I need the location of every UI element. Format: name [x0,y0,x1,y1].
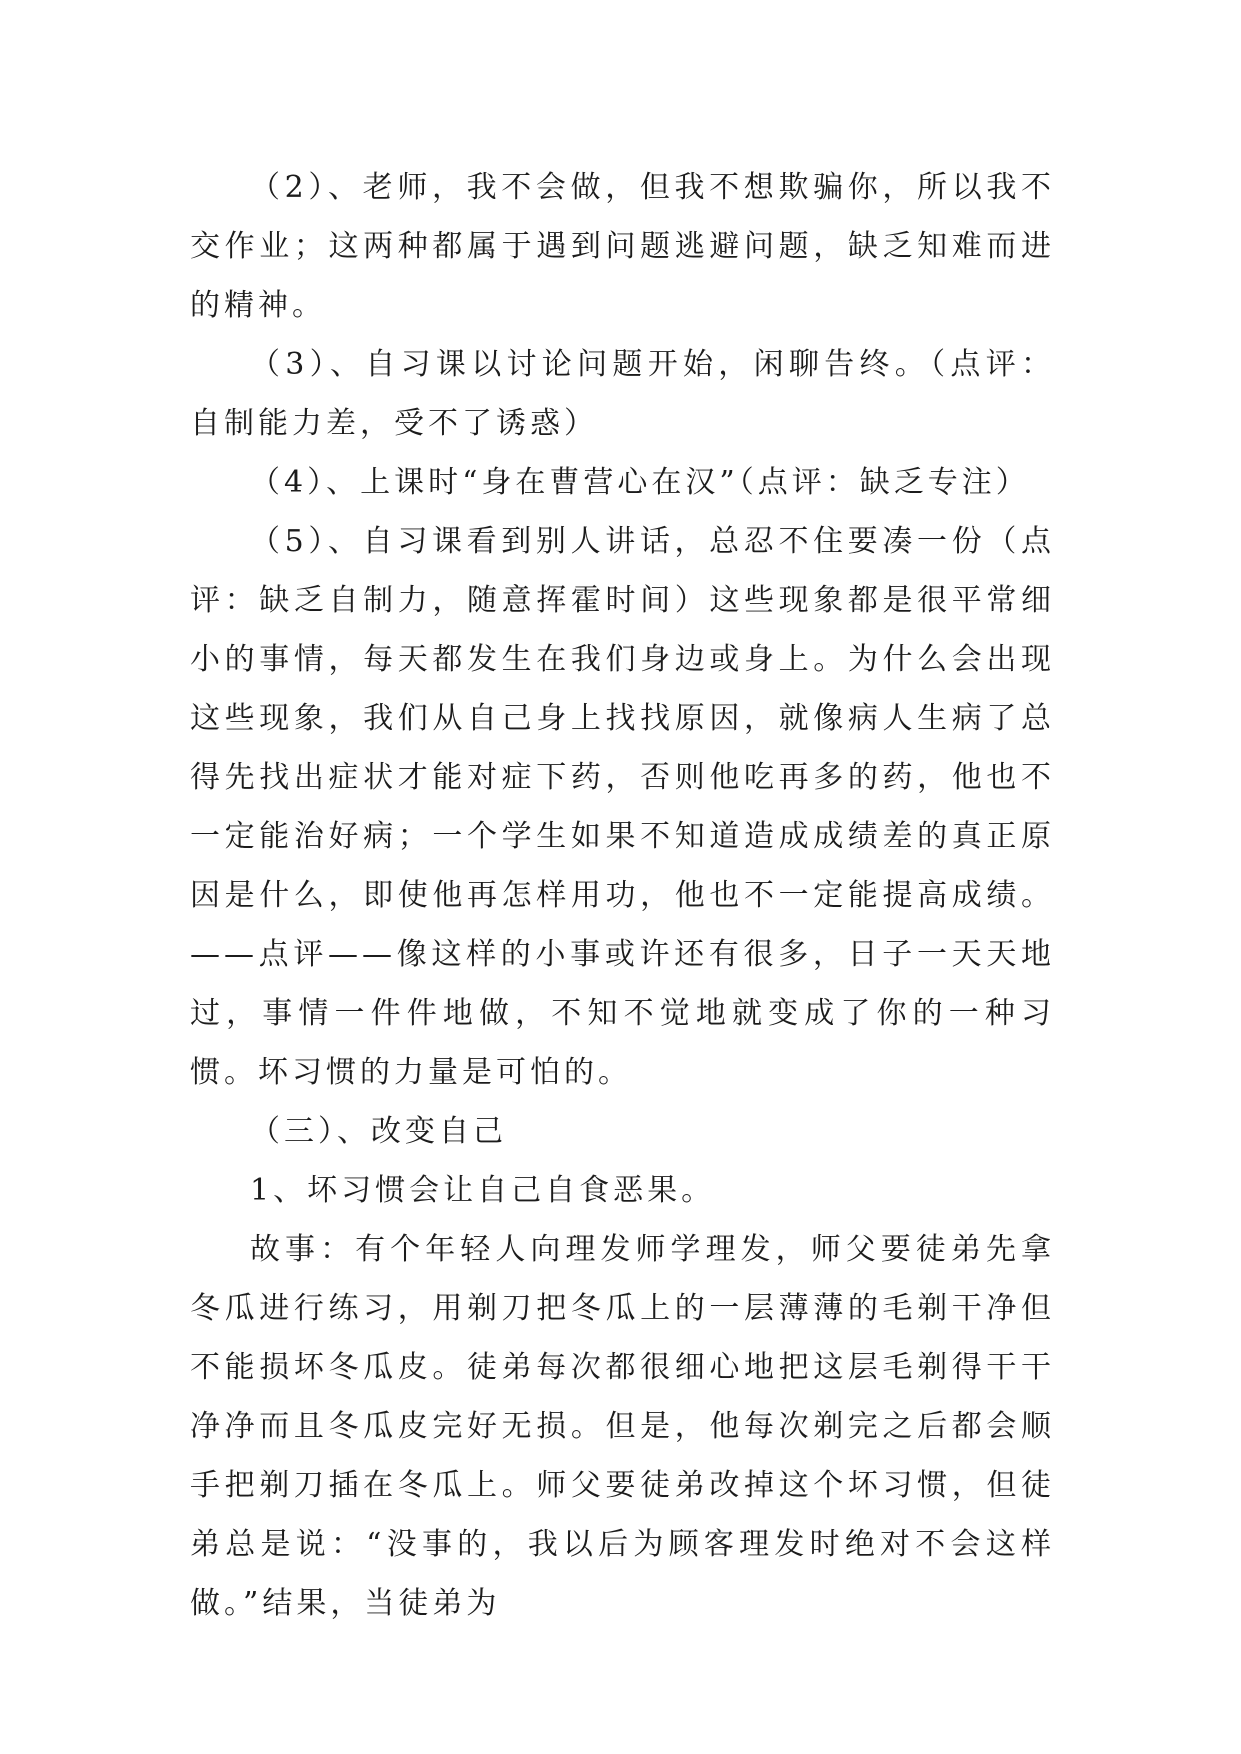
paragraph-item-5: （5）、自习课看到别人讲话，总忍不住要凑一份（点评：缺乏自制力，随意挥霍时间）这些现象都是很平常细小的事情，每天都发生在我们身边或身上。为什么会出现这些现象，我们从自己身上找找原因，就像病人生病了总得先找出症状才能对症下药，否则他吃再多的药，他也不一定能治好病；一个学生如果不知道造成成绩差的真正原因是什么，即使他再怎样用功，他也不一定能提高成绩。——点评——像这样的小事或许还有很多，日子一天天地过，事情一件件地做，不知不觉地就变成了你的一种习惯。坏习惯的力量是可怕的。 [190,524,1055,1090]
paragraph-item-3: （3）、自习课以讨论问题开始，闲聊告终。（点评：自制能力差，受不了诱惑） [190,347,1055,441]
paragraph-item-2: （2）、老师，我不会做，但我不想欺骗你，所以我不交作业；这两种都属于遇到问题逃避问题，缺乏知难而进的精神。 [190,170,1055,323]
subheading-bad-habits: 1、坏习惯会让自己自食恶果。 [250,1173,716,1208]
story-paragraph: 故事：有个年轻人向理发师学理发，师父要徒弟先拿冬瓜进行练习，用剃刀把冬瓜上的一层薄薄的毛剃干净但不能损坏冬瓜皮。徒弟每次都很细心地把这层毛剃得干干净净而且冬瓜皮完好无损。但是，他每次剃完之后都会顺手把剃刀插在冬瓜上。师父要徒弟改掉这个坏习惯，但徒弟总是说：“没事的，我以后为顾客理发时绝对不会这样做。”结果，当徒弟为 [190,1232,1055,1621]
section-heading-change-yourself: （三）、改变自己 [250,1114,507,1149]
paragraph-item-4: （4）、上课时“身在曹营心在汉”（点评：缺乏专注） [250,465,1030,500]
body-text [190,158,1055,1633]
